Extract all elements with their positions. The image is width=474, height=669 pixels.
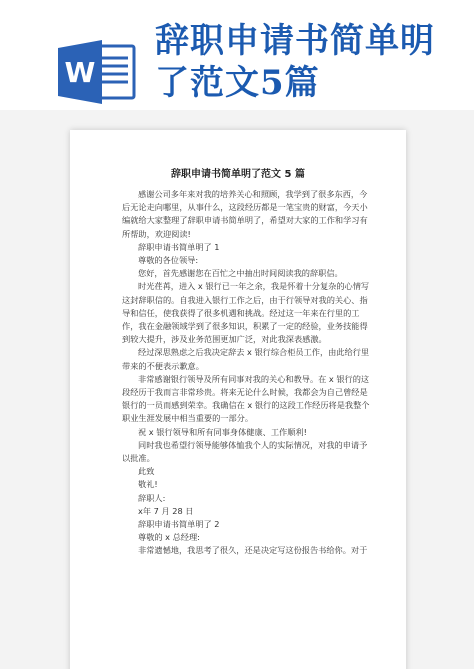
word-logo-letter: W: [64, 56, 96, 89]
document-page: [70, 130, 406, 669]
document-paragraph: 辞职申请书简单明了 2: [138, 519, 220, 530]
word-document-icon: [58, 40, 136, 104]
document-paragraph: 时光荏苒，进入 x 银行已一年之余，我是怀着十分复杂的心情写这封辞职信的。自我进入银行工作之后，由于行领导对我的关心、指导和信任，使我获得了很多机遇和挑战。经过这一年来在行里的工作，我在金融领域学到了很多知识，积累了一定的经验，业务技能得到较大提升，涉及业务范围更加广泛，对此我深表感激。: [122, 281, 370, 345]
document-paragraph: 感谢公司多年来对我的培养关心和照顾，我学到了很多东西，今后无论走向哪里，从事什么，这段经历都是一笔宝贵的财富，今天小编就给大家整理了辞职申请书简单明了，希望对大家的工作和学习有所帮助，欢迎阅读!: [122, 189, 368, 239]
banner: [0, 0, 474, 110]
document-paragraph: 尊敬的各位领导:: [138, 255, 199, 266]
document-preview-area: [0, 110, 474, 669]
document-paragraph: 辞职申请书简单明了 1: [138, 241, 220, 252]
document-title: 辞职申请书简单明了范文 5 篇: [171, 169, 305, 180]
document-paragraph: 此致: [138, 466, 155, 477]
document-paragraph: 经过深思熟虑之后我决定辞去 x 银行综合柜员工作，由此给行里带来的不便表示歉意。: [122, 347, 370, 371]
document-paragraph: 非常遗憾地，我思考了很久，还是决定写这份报告书给你。对于: [138, 545, 368, 556]
document-paragraph: 敬礼!: [138, 479, 158, 490]
document-paragraph: 非常感谢银行领导及所有同事对我的关心和教导。在 x 银行的这段经历于我而言非常珍贵。将来无论什么时候，我都会为自己曾经是银行的一员而感到荣幸。我确信在 x 银行的这段工作经历将是我整个职业生涯发展中相当重要的一部分。: [122, 373, 370, 424]
document-paragraph: 祝 x 银行领导和所有同事身体健康、工作顺利!: [138, 426, 307, 437]
document-paragraph: 辞职人:: [138, 492, 166, 503]
document-paragraph: 同时我也希望行领导能够体恤我个人的实际情况，对我的申请予以批准。: [122, 439, 368, 464]
document-paragraph: 尊敬的 x 总经理:: [138, 532, 200, 543]
document-body: [122, 188, 370, 558]
page-title: 辞职申请书简单明了范文5篇: [155, 21, 435, 103]
document-paragraph: x年 7 月 28 日: [138, 505, 194, 516]
document-paragraph: 您好，首先感谢您在百忙之中抽出时间阅读我的辞职信。: [138, 268, 343, 279]
